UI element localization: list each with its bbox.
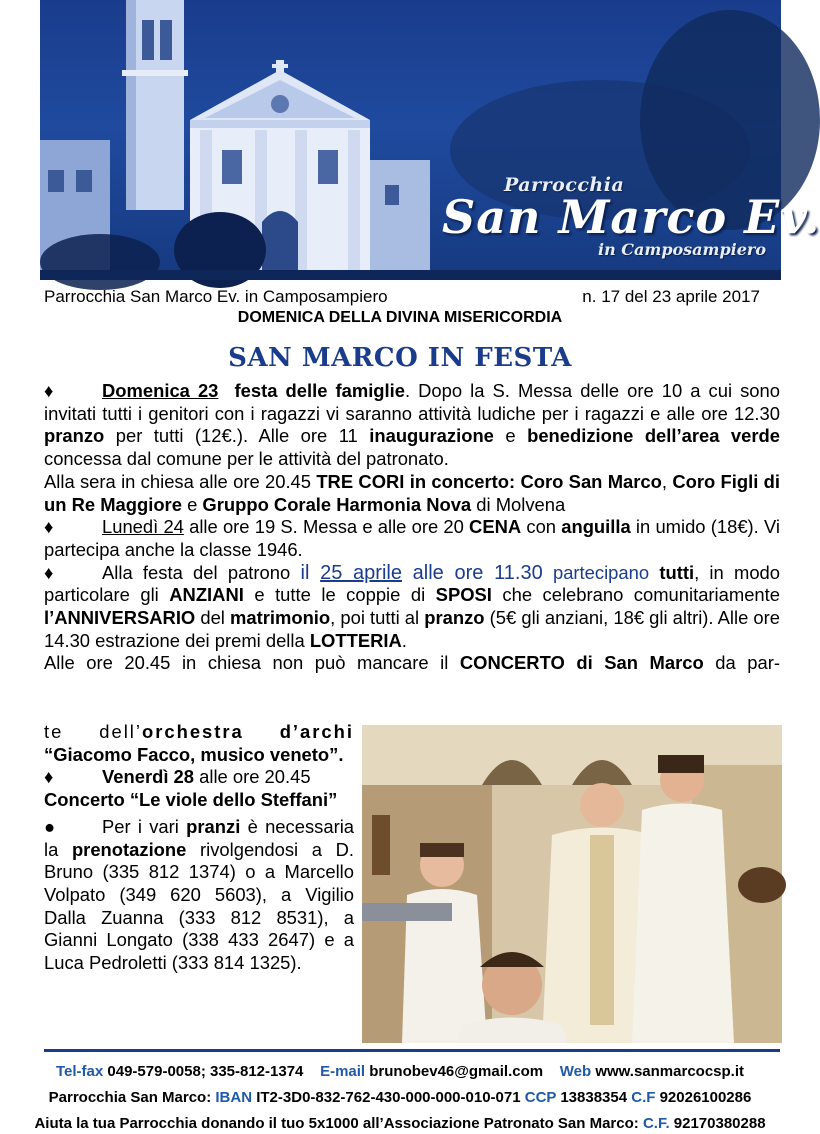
text-run: , poi tutti al [330,607,425,629]
text-bold: TRE CORI in concerto: Coro San Marco [316,470,662,492]
masthead-small-title: Parrocchia [504,174,625,196]
page-title: SAN MARCO IN FESTA [228,343,572,373]
text-bold: l’ANNIVERSARIO [44,607,196,629]
text-run: con [521,516,562,538]
parish-name: Parrocchia San Marco Ev. in Camposampiero [44,287,388,306]
text-run: Alla sera in chiesa alle ore 20.45 [44,470,317,492]
paragraph-lunedi [44,516,780,561]
iban-value: IT2-3D0-832-762-430-000-000-010-071 [252,1089,525,1106]
footer-bank [0,1089,800,1106]
masthead-subtitle: in Camposampiero [598,240,767,259]
paragraph-prenotazione [44,816,354,975]
text-bold: prenotazione [71,838,187,860]
left-column [44,721,354,975]
date-highlight [301,562,543,584]
bullet-diamond-icon: ♦ [44,516,54,538]
date-highlight: Lunedì 24 [102,516,184,538]
cf2-value: 92170380288 [669,1115,766,1132]
issue-number: n. 17 del 23 aprile 2017 [582,287,760,306]
paragraph-domenica [44,380,780,471]
bullet-diamond-icon: ♦ [44,380,54,401]
email-link[interactable]: brunobev46@gmail.com [365,1063,544,1080]
text-run: concessa dal comune per le attività del patronato. [44,448,449,470]
tel-label: Tel-fax [56,1063,104,1080]
footer-contacts [0,1063,800,1080]
text-run: in umido (18€). Vi partecipa anche la classe 1946. [44,516,781,560]
concert-name: Concerto “Le viole dello Steffani” [44,789,338,811]
text-run: da par- [703,652,781,674]
orchestra-line [44,721,354,744]
text-run: e tutte le coppie di [243,584,436,606]
text-bold: pranzo [44,425,105,447]
cf2-label: C.F. [642,1115,670,1132]
text-run: e [181,493,203,515]
text-bold: benedizione dell’area verde [527,425,780,447]
text-run: , [661,470,673,492]
text-bold: pranzi [186,815,241,837]
text-run: di Molvena [471,493,566,515]
article-body [44,380,780,675]
text-run: che celebrano comunitariamente [491,584,780,606]
text-bold: LOTTERIA [309,629,402,651]
text-bold: CENA [469,516,522,538]
text-run: per tutti (12€.). Alle ore 11 [104,425,370,447]
tel-value: 049-579-0058; 335-812-1374 [103,1063,304,1080]
text-bold: matrimonio [230,607,331,629]
text-bold: ANZIANI [169,584,244,606]
web-link[interactable]: www.sanmarcocsp.it [591,1063,744,1080]
text-run: e [493,425,528,447]
photo-illustration [362,725,782,1043]
text-run: Alle ore 20.45 in chiesa non può mancare il [44,652,460,674]
date-highlight: Domenica 23 [102,380,219,401]
ceremony-photo [362,725,782,1043]
masthead-title: San Marco Ev. [442,190,820,244]
text-bold: tutti [659,561,695,583]
iban-label: IBAN [215,1089,253,1106]
text-run: il [300,561,321,584]
paragraph-tre-cori [44,471,780,516]
text-run: è necessaria la [44,815,355,860]
footer-divider [44,1049,780,1052]
text-bold: pranzo [424,607,485,629]
event-name: festa delle famiglie [234,380,405,401]
donate-text: Aiuta la tua Parrocchia donando il tuo 5x1000 all’Associazione Patronato San Marco: [34,1115,643,1132]
text-run: 25 aprile [320,561,402,584]
masthead-banner [40,0,820,280]
text-bold: inaugurazione [369,425,494,447]
orchestra-name: “Giacomo Facco, musico veneto”. [44,743,344,765]
paragraph-venerdi [44,766,354,789]
cf-value: 92026100286 [655,1089,752,1106]
text-run: , in modo particolare gli [44,561,781,606]
email-label: E-mail [320,1063,366,1080]
text-run: Alla festa del patrono [102,561,301,583]
footer-donate [0,1115,800,1132]
text-run: alle ore 20.45 [194,766,311,788]
text-run: partecipano [542,561,660,583]
paragraph-concerto [44,652,780,675]
bank-parish: Parrocchia San Marco: [48,1089,216,1106]
bullet-diamond-icon: ♦ [44,766,54,788]
text-bold: Coro Figli di un Re Maggiore [44,470,780,515]
bullet-dot-icon: ● [44,815,56,837]
text-run: del [195,607,231,629]
text-run: alle ore 11.30 [401,561,543,584]
web-label: Web [559,1063,592,1080]
text-run: . [401,629,407,651]
text-run: Per i vari [102,815,187,837]
text-run: rivolgendosi a D. Bruno (335 812 1374) o a Marcello Volpato (349 620 5603), a Vigilio Dalla Zuanna (333 812 8531), a Gianni Longato (338 433 2647) e a Luca Pedroletti (333 814 1325). [44,838,354,974]
date-highlight: Venerdì 28 [102,766,195,788]
text-bold: SPOSI [435,584,492,606]
text-run: . Dopo la S. Messa delle ore 10 a cui sono invitati tutti i genitori con i ragazzi vi saranno attività ludiche per i ragazzi e alle ore 12.30 [44,380,780,424]
sunday-title: DOMENICA DELLA DIVINA MISERICORDIA [237,309,563,326]
text-bold: CONCERTO di San Marco [459,652,704,674]
text-bold: Gruppo Corale Harmonia Nova [202,493,472,515]
ccp-label: CCP [524,1089,557,1106]
bullet-diamond-icon: ♦ [44,561,54,583]
ccp-value: 13838354 [556,1089,632,1106]
text-run: alle ore 19 S. Messa e alle ore 20 [183,516,470,538]
text-bold: orchestra d’archi [141,721,354,742]
cf-label: C.F [631,1089,656,1106]
text-run: (5€ gli anziani, 18€ gli altri). Alle ore 14.30 estrazione dei premi della [44,607,781,651]
text-run: te dell’ [44,721,142,742]
text-bold: anguilla [561,516,631,538]
paragraph-patrono [44,562,780,653]
